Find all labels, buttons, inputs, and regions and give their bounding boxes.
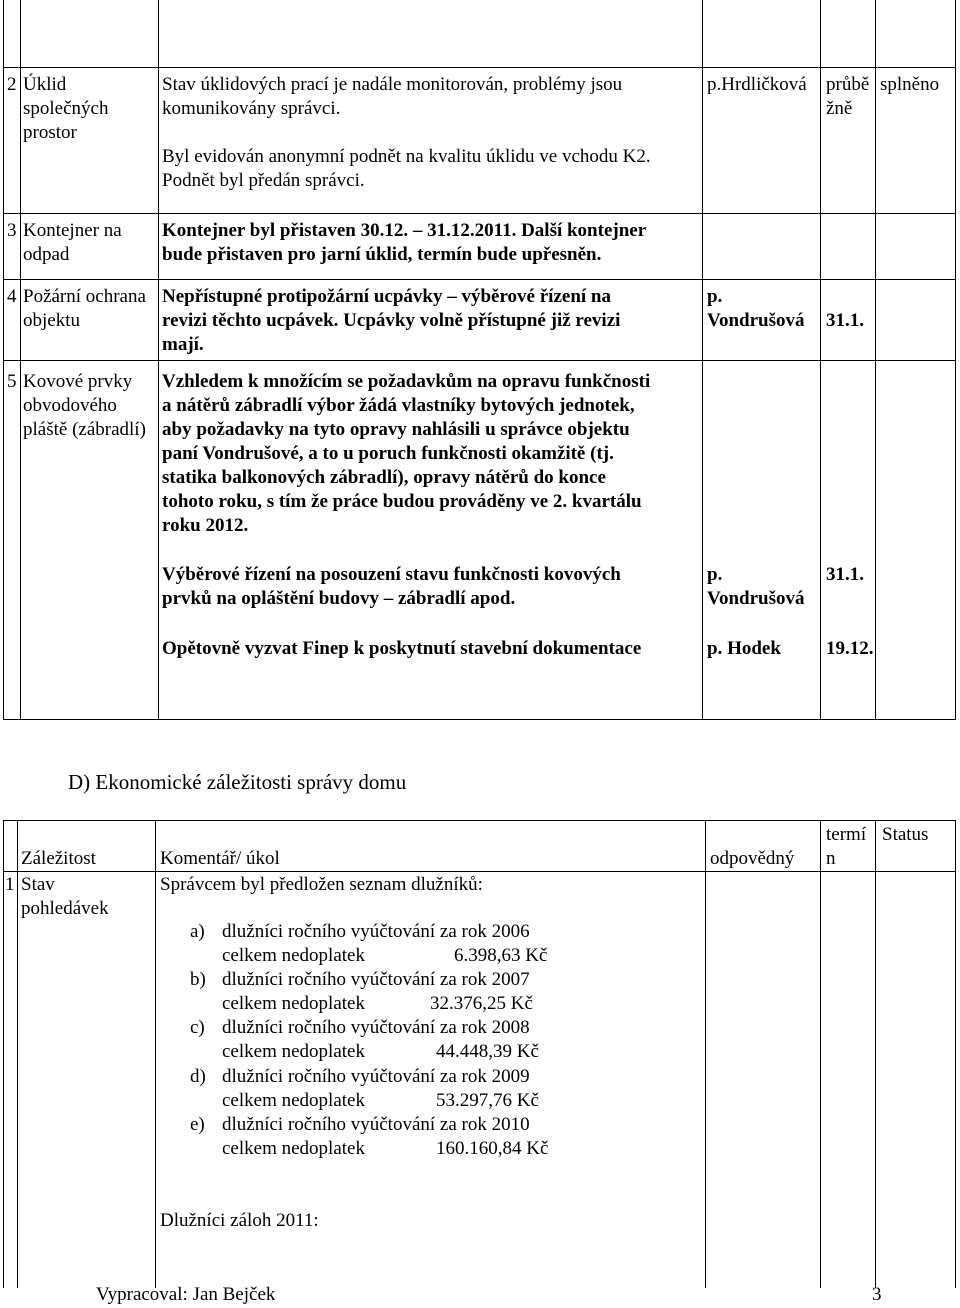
term-cell-3: 19.12. (826, 638, 874, 659)
row-number: 4 (7, 286, 17, 307)
row-number: 5 (7, 371, 17, 392)
comment-cell-3: Opětovně vyzvat Finep k poskytnutí stavební dokumentace (162, 638, 642, 659)
debtors-intro: Správcem byl předložen seznam dlužníků: (160, 874, 483, 895)
header-comment: Komentář/ úkol (160, 848, 280, 869)
status-cell: splněno (880, 74, 940, 95)
header-term: termí n (826, 824, 867, 869)
topic-cell: Požární ochrana objektu (23, 286, 146, 331)
comment-cell: Stav úklidových prací je nadále monitorován, problémy jsou komunikovány správci. Byl evidován anonymní podnět na kvalitu úklidu ve vchodu K2. Podnět byl předán správci. (162, 74, 651, 191)
comment-cell: Nepřístupné protipožární ucpávky – výběrové řízení na revizi těchto ucpávek. Ucpávky volně přístupné již revizi mají. (162, 286, 621, 355)
row-number: 2 (7, 74, 17, 95)
topic-cell: Úklid společných prostor (23, 74, 109, 143)
header-status: Status (882, 824, 929, 845)
term-cell: průbě žně (826, 74, 870, 119)
term-cell: 31.1. (826, 310, 864, 331)
page-number: 3 (872, 1284, 882, 1305)
advance-debtors-label: Dlužníci záloh 2011: (160, 1210, 319, 1231)
row-number: 1 (5, 874, 15, 895)
header-responsible: odpovědný (710, 848, 795, 869)
topic-cell: Kovové prvky obvodového pláště (zábradlí) (23, 371, 146, 440)
footer-author: Vypracoval: Jan Bejček (96, 1284, 276, 1305)
topic-cell: Kontejner na odpad (23, 220, 122, 265)
comment-cell: Vzhledem k množícím se požadavkům na opravu funkčnosti a nátěrů zábradlí výbor žádá vlastníky bytových jednotek, aby požadavky na tyto opravy nahlásili u správce objektu paní Vondrušové, a to u poruch funkčnosti okamžitě (tj. statika balkonových zábradlí), opravy nátěrů do konce tohoto roku, s tím že práce budou prováděny ve 2. kvartálu roku 2012. (162, 371, 651, 536)
responsible-cell: p.Hrdličková (707, 74, 807, 95)
responsible-cell-3: p. Hodek (707, 638, 781, 659)
responsible-cell: p. Vondrušová (707, 286, 805, 331)
header-topic: Záležitost (21, 848, 96, 869)
comment-cell-2: Výběrové řízení na posouzení stavu funkčnosti kovových prvků na opláštění budovy – zábradlí apod. (162, 564, 621, 609)
comment-cell: Kontejner byl přistaven 30.12. – 31.12.2011. Další kontejner bude přistaven pro jarní úklid, termín bude upřesněn. (162, 220, 647, 265)
responsible-cell-2: p. Vondrušová (707, 564, 805, 609)
row-number: 3 (7, 220, 17, 241)
term-cell-2: 31.1. (826, 564, 864, 585)
section-heading: D) Ekonomické záležitosti správy domu (68, 770, 407, 794)
topic-cell: Stav pohledávek (21, 874, 109, 919)
